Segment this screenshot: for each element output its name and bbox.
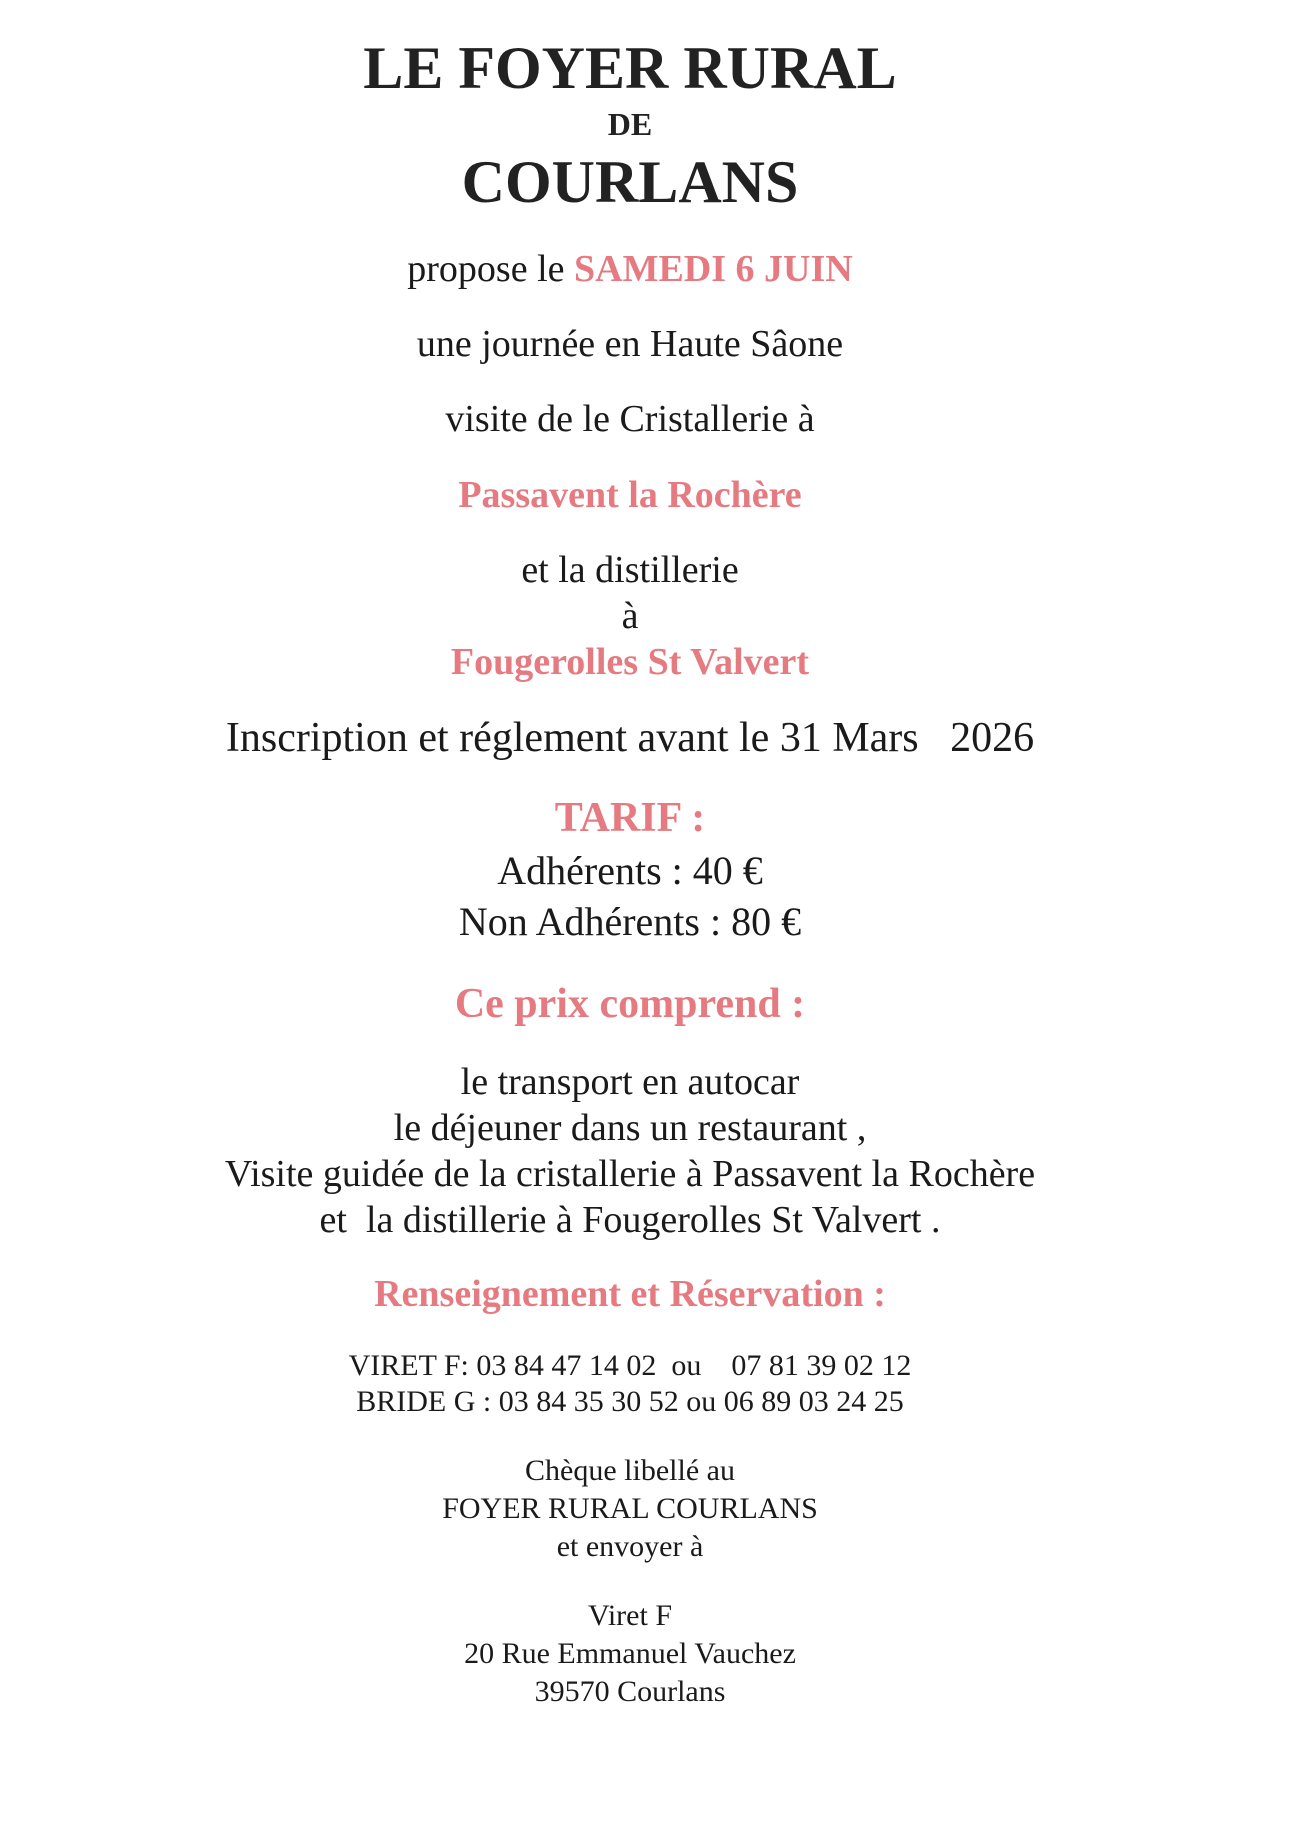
tarif-adherents: Adhérents : 40 € — [497, 848, 763, 893]
inscription-line: Inscription et réglement avant le 31 Mars 2026 — [225, 715, 1035, 761]
address-street: 20 Rue Emmanuel Vauchez — [464, 1637, 796, 1670]
location-1: Passavent la Rochère — [458, 474, 802, 516]
reservation-heading: Renseignement et Réservation : — [374, 1273, 886, 1315]
journee-line: une journée en Haute Sâone — [416, 323, 844, 365]
address-city: 39570 Courlans — [534, 1675, 726, 1708]
a-line: à — [621, 595, 639, 637]
visite-line: visite de le Cristallerie à — [445, 398, 815, 440]
title-line-1: LE FOYER RURAL — [363, 35, 897, 101]
location-2: Fougerolles St Valvert — [450, 641, 810, 683]
cheque-line: FOYER RURAL COURLANS — [442, 1492, 818, 1525]
tarif-heading: TARIF : — [554, 795, 706, 841]
event-date: SAMEDI 6 JUIN — [574, 248, 853, 290]
contact-bride: BRIDE G : 03 84 35 30 52 ou 06 89 03 24 25 — [356, 1385, 904, 1418]
comprend-item: et la distillerie à Fougerolles St Valvert . — [319, 1199, 941, 1241]
comprend-heading: Ce prix comprend : — [454, 981, 806, 1027]
address-name: Viret F — [587, 1599, 673, 1632]
cheque-line: Chèque libellé au — [525, 1454, 735, 1487]
title-line-3: COURLANS — [461, 149, 799, 215]
tarif-non-adherents: Non Adhérents : 80 € — [458, 899, 802, 944]
comprend-item: Visite guidée de la cristallerie à Passavent la Rochère — [224, 1153, 1036, 1195]
comprend-item: le transport en autocar — [460, 1061, 800, 1103]
title-line-2: DE — [607, 106, 653, 142]
propose-line — [0, 250, 1260, 288]
distillerie-line: et la distillerie — [521, 549, 739, 591]
contact-viret: VIRET F: 03 84 47 14 02 ou 07 81 39 02 12 — [348, 1349, 912, 1382]
comprend-item: le déjeuner dans un restaurant , — [393, 1107, 867, 1149]
propose-text: propose le — [407, 248, 575, 290]
cheque-line: et envoyer à — [556, 1530, 704, 1563]
